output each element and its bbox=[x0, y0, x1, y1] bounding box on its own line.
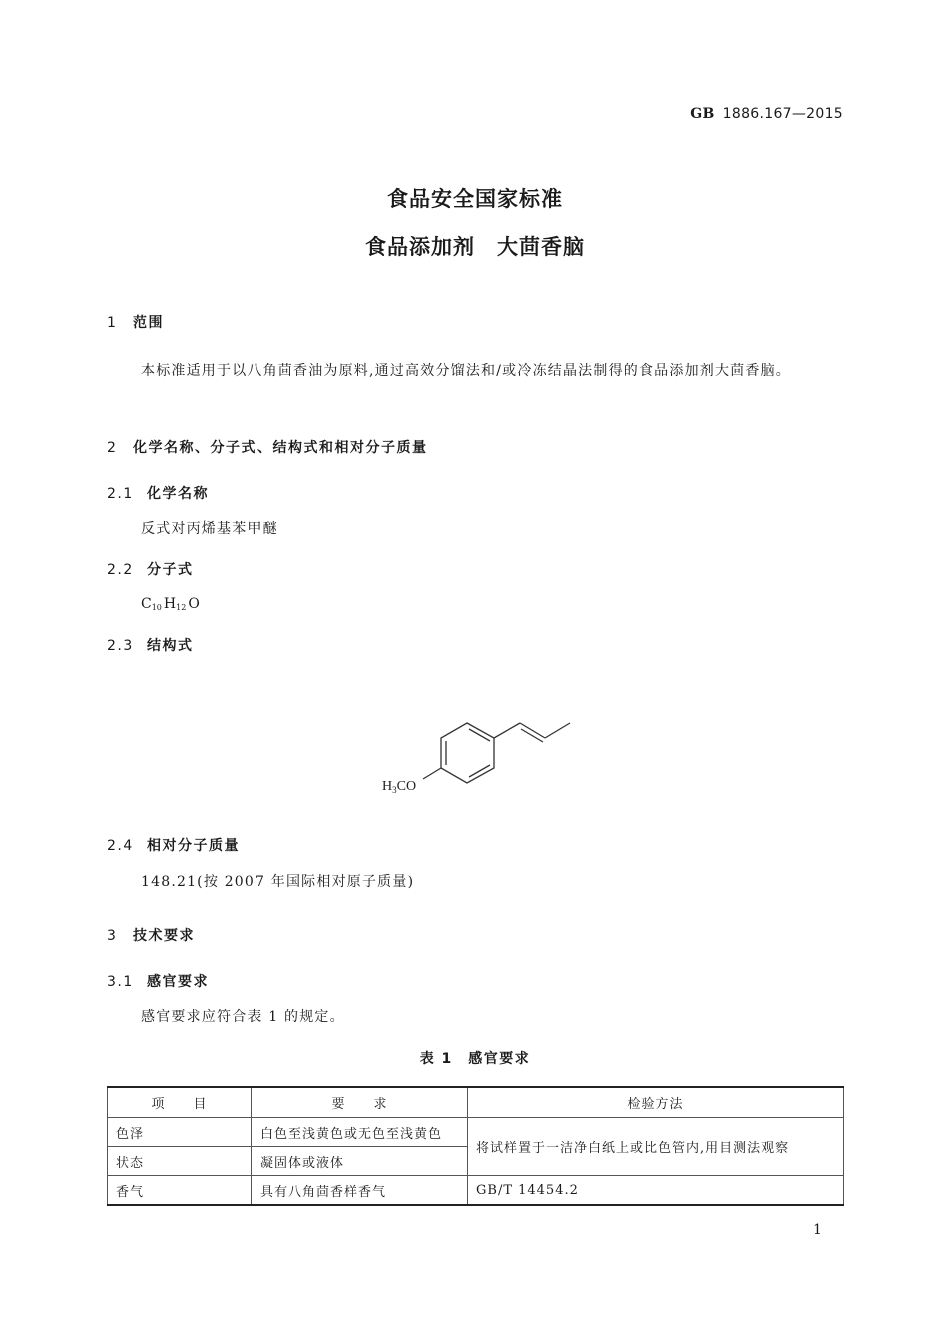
cell-method: GB/T 14454.2 bbox=[468, 1176, 844, 1206]
section-2-3-heading bbox=[107, 635, 194, 655]
page-number: 1 bbox=[813, 1222, 822, 1238]
molecular-weight: 148.21(按 2007 年国际相对原子质量) bbox=[141, 874, 415, 890]
section-3-1-body: 感官要求应符合表 1 的规定。 bbox=[141, 1009, 345, 1025]
cell-item: 色泽 bbox=[108, 1118, 252, 1147]
table-header-row bbox=[108, 1087, 844, 1118]
table-row bbox=[108, 1118, 844, 1147]
cell-method-merged: 将试样置于一洁净白纸上或比色管内,用目测法观察 bbox=[468, 1118, 844, 1176]
section-number: 2.3 bbox=[107, 638, 134, 654]
section-3-1-heading bbox=[107, 971, 209, 991]
section-2-1-heading bbox=[107, 483, 209, 503]
section-title: 结构式 bbox=[147, 638, 194, 654]
section-2-heading bbox=[107, 437, 428, 457]
section-2-2-heading bbox=[107, 559, 194, 579]
section-1-heading bbox=[107, 312, 164, 332]
cell-item: 香气 bbox=[108, 1176, 252, 1206]
table-1-caption: 表 1 感官要求 bbox=[419, 1051, 531, 1067]
section-title: 化学名称、分子式、结构式和相对分子质量 bbox=[133, 440, 428, 456]
structural-formula bbox=[370, 700, 590, 804]
section-title: 技术要求 bbox=[133, 928, 195, 944]
molecular-formula bbox=[141, 596, 200, 612]
document-title-line1: 食品安全国家标准 bbox=[387, 187, 563, 211]
formula-c-sub: 10 bbox=[151, 603, 162, 612]
section-1-body: 本标准适用于以八角茴香油为原料,通过高效分馏法和/或冷冻结晶法制得的食品添加剂大茴香脑。 bbox=[141, 363, 791, 379]
table-row bbox=[108, 1176, 844, 1206]
document-title-line2: 食品添加剂 大茴香脑 bbox=[365, 235, 585, 259]
section-number: 3.1 bbox=[107, 974, 134, 990]
section-number: 2 bbox=[107, 440, 118, 456]
formula-o: O bbox=[188, 596, 200, 612]
methoxy-label: $H_3CO$ bbox=[382, 779, 417, 795]
cell-requirement: 凝固体或液体 bbox=[252, 1147, 468, 1176]
formula-c: C bbox=[141, 596, 152, 612]
header-method: 检验方法 bbox=[468, 1087, 844, 1118]
cell-item: 状态 bbox=[108, 1147, 252, 1176]
section-number: 2.1 bbox=[107, 486, 134, 502]
section-number: 3 bbox=[107, 928, 118, 944]
section-title: 相对分子质量 bbox=[147, 838, 240, 854]
sensory-requirements-table bbox=[107, 1086, 844, 1206]
section-title: 分子式 bbox=[147, 562, 194, 578]
section-2-4-heading bbox=[107, 835, 240, 855]
header-item: 项 目 bbox=[108, 1087, 252, 1118]
header-requirement: 要 求 bbox=[252, 1087, 468, 1118]
anethole-structure-diagram bbox=[370, 700, 590, 800]
section-title: 感官要求 bbox=[147, 974, 209, 990]
standard-prefix: GB bbox=[690, 106, 715, 122]
cell-requirement: 具有八角茴香样香气 bbox=[252, 1176, 468, 1206]
standard-code: 1886.167—2015 bbox=[722, 106, 843, 122]
section-number: 1 bbox=[107, 315, 118, 331]
section-number: 2.4 bbox=[107, 838, 134, 854]
formula-h: H bbox=[163, 596, 177, 612]
section-title: 范围 bbox=[133, 315, 164, 331]
section-3-heading bbox=[107, 925, 195, 945]
section-title: 化学名称 bbox=[147, 486, 209, 502]
cell-requirement: 白色至浅黄色或无色至浅黄色 bbox=[252, 1118, 468, 1147]
standard-number bbox=[690, 106, 843, 122]
section-number: 2.2 bbox=[107, 562, 134, 578]
formula-h-sub: 12 bbox=[176, 603, 187, 612]
chemical-name: 反式对丙烯基苯甲醚 bbox=[141, 521, 278, 537]
